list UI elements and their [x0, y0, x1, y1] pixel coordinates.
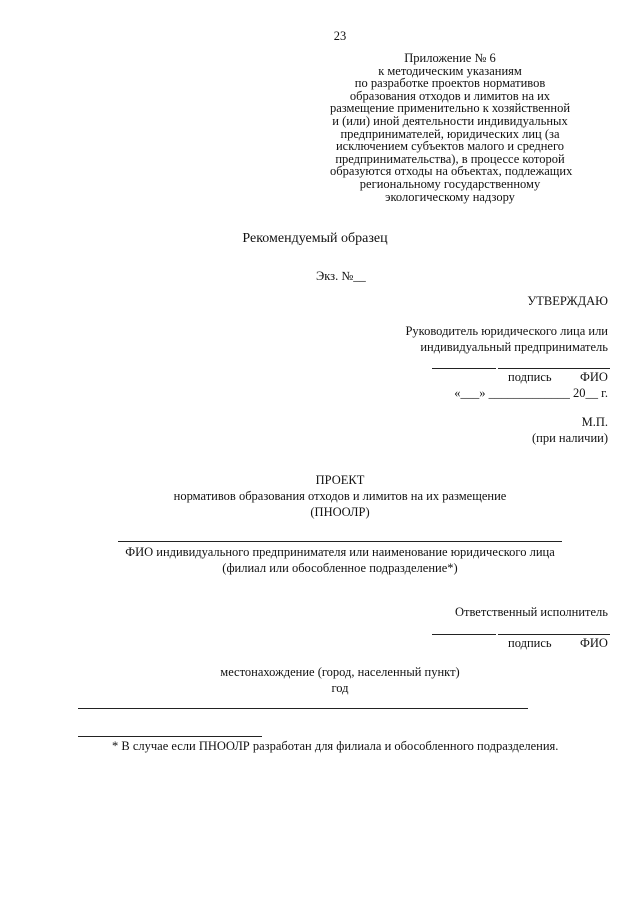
footnote: * В случае если ПНООЛР разработан для филиала и обособленного подразделения. [112, 739, 559, 753]
appendix-line: размещение применительно к хозяйственной [330, 101, 571, 116]
appendix-line: образуются отходы на объектах, подлежащих [330, 164, 573, 179]
project-title: ПРОЕКТ [315, 473, 365, 487]
signature-line [432, 368, 496, 369]
entity-note: (филиал или обособленное подразделение*) [222, 561, 458, 575]
fio-line [498, 368, 610, 369]
project-abbr: (ПНООЛР) [310, 505, 370, 519]
stamp-label: М.П. [581, 415, 608, 429]
executor-title: Ответственный исполнитель [454, 605, 608, 619]
copy-number: Экз. №__ [316, 269, 366, 283]
executor-fio-line [498, 634, 610, 635]
page-number: 23 [333, 29, 347, 43]
appendix-line: образования отходов и лимитов на их [349, 88, 551, 103]
appendix-line: экологическому надзору [385, 189, 515, 204]
appendix-line: по разработке проектов нормативов [354, 76, 546, 91]
appendix-line: к методическим указаниям [378, 63, 522, 78]
approve-fio-label: ФИО [580, 370, 608, 384]
approve-head-line1: Руководитель юридического лица или [405, 324, 608, 338]
executor-signature-line [432, 634, 496, 635]
location-label: местонахождение (город, населенный пункт) [220, 665, 460, 679]
appendix-line: и (или) иной деятельности индивидуальных [332, 113, 568, 128]
approve-title: УТВЕРЖДАЮ [527, 294, 608, 308]
bottom-line [78, 708, 528, 709]
appendix-title: Приложение № 6 [404, 51, 496, 65]
approve-head-line2: индивидуальный предприниматель [420, 340, 608, 354]
stamp-note: (при наличии) [531, 431, 608, 445]
appendix-line: исключением субъектов малого и среднего [335, 139, 565, 154]
entity-line [118, 541, 562, 542]
entity-caption: ФИО индивидуального предпринимателя или наименование юридического лица [125, 545, 555, 559]
year-label: год [331, 681, 349, 695]
appendix-line: предпринимательства), в процессе которой [335, 151, 565, 166]
executor-fio-label: ФИО [580, 636, 608, 650]
approve-signature-label: подпись [508, 370, 552, 384]
project-subtitle: нормативов образования отходов и лимитов на их размещение [173, 489, 507, 503]
appendix-line: предпринимателей, юридических лиц (за [340, 126, 560, 141]
executor-signature-label: подпись [508, 636, 552, 650]
footnote-separator [78, 736, 262, 737]
appendix-block [330, 51, 573, 204]
sample-label: Рекомендуемый образец [242, 231, 388, 246]
appendix-line: региональному государственному [359, 176, 541, 191]
approve-date: «___» _____________ 20__ г. [454, 386, 608, 400]
